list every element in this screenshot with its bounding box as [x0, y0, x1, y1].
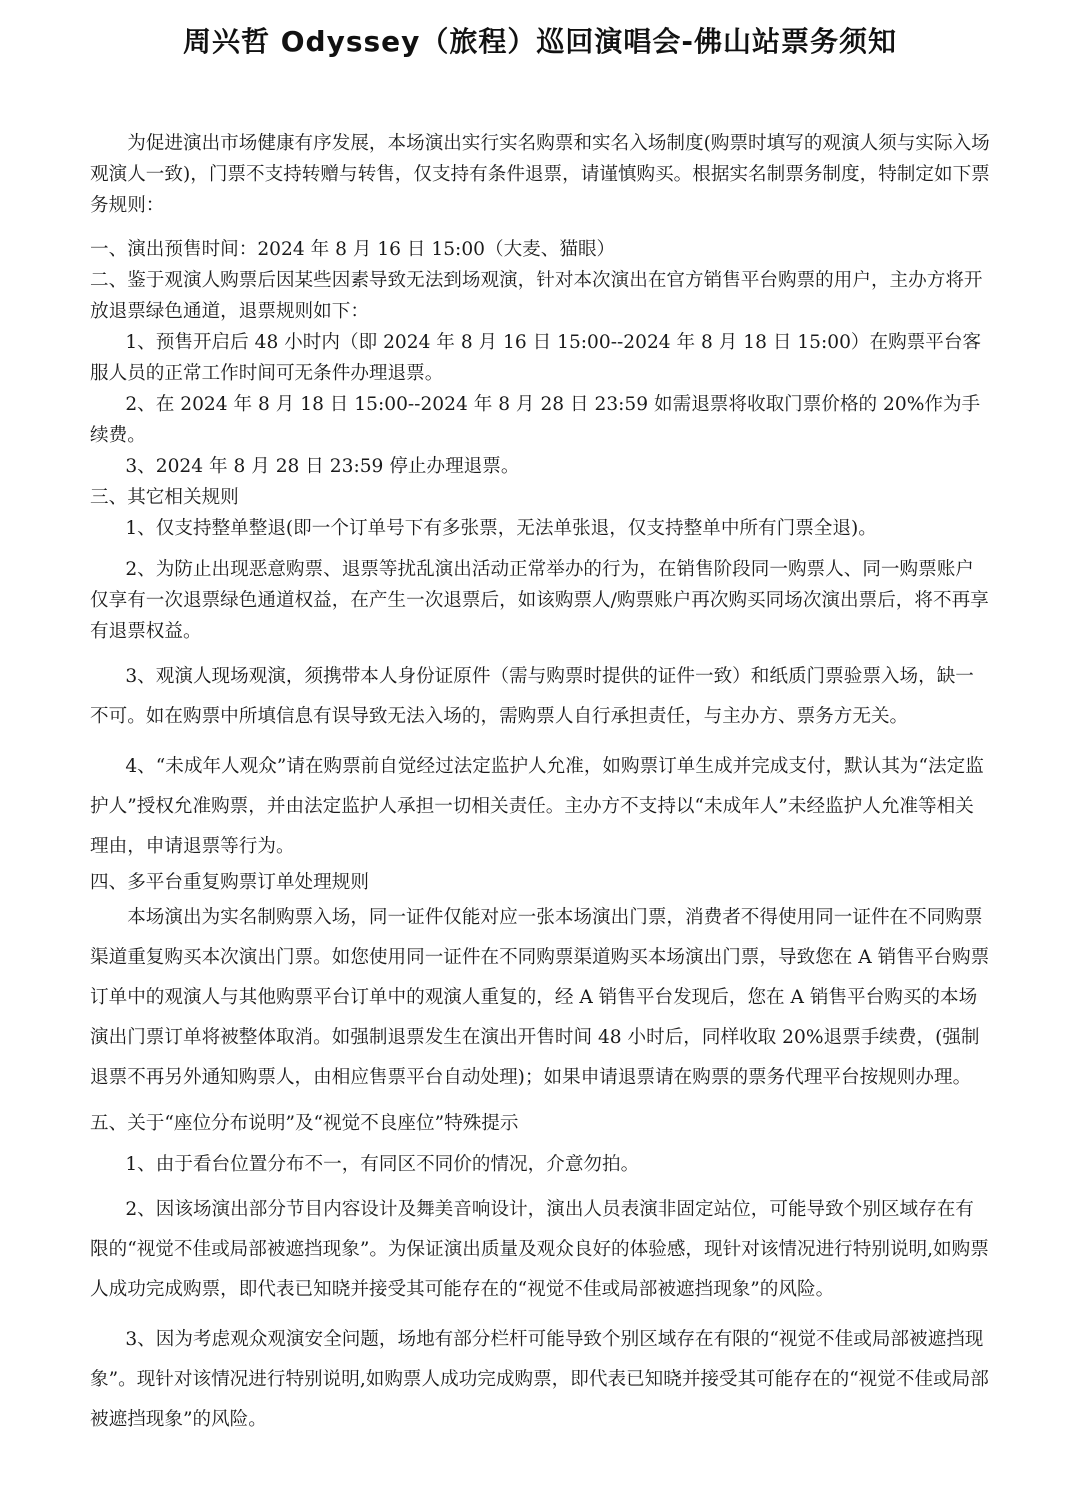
section-5-rule-3: 3、因为考虑观众观演安全问题，场地有部分栏杆可能导致个别区域存在有限的“视觉不佳或局部被遮挡现象”。现针对该情况进行特别说明,如购票人成功完成购票，即代表已知晓并接受其可能存在的“视觉不佳或局部被遮挡现象”的风险。 — [90, 1329, 989, 1430]
section-5-heading: 五、关于“座位分布说明”及“视觉不良座位”特殊提示 — [90, 1113, 519, 1134]
document-body — [90, 128, 990, 1440]
section-3-heading: 三、其它相关规则 — [90, 487, 239, 508]
section-4-heading: 四、多平台重复购票订单处理规则 — [90, 872, 369, 893]
section-3-rule-3: 3、观演人现场观演，须携带本人身份证原件（需与购票时提供的证件一致）和纸质门票验票入场，缺一不可。如在购票中所填信息有误导致无法入场的，需购票人自行承担责任，与主办方、票务方无关。 — [90, 666, 974, 727]
section-4-paragraph: 本场演出为实名制购票入场，同一证件仅能对应一张本场演出门票，消费者不得使用同一证件在不同购票渠道重复购买本次演出门票。如您使用同一证件在不同购票渠道购买本场演出门票，导致您在 A 销售平台购票订单中的观演人与其他购票平台订单中的观演人重复的，经 A 销售平台发现后，您在 A 销售平台购买的本场演出门票订单将被整体取消。如强制退票发生在演出开售时间 48 小时后，同样收取 20%退票手续费，(强制退票不再另外通知购票人，由相应售票平台自动处理)；如果申请退票请在购票的票务代理平台按规则办理。 — [90, 907, 990, 1088]
section-2-rule-1: 1、预售开启后 48 小时内（即 2024 年 8 月 16 日 15:00--2024 年 8 月 18 日 15:00）在购票平台客服人员的正常工作时间可无条件办理退票。 — [90, 332, 982, 384]
section-5-rule-2: 2、因该场演出部分节目内容设计及舞美音响设计，演出人员表演非固定站位，可能导致个别区域存在有限的“视觉不佳或局部被遮挡现象”。为保证演出质量及观众良好的体验感，现针对该情况进行特别说明,如购票人成功完成购票，即代表已知晓并接受其可能存在的“视觉不佳或局部被遮挡现象”的风险。 — [90, 1199, 989, 1300]
section-3-rule-1: 1、仅支持整单整退(即一个订单号下有多张票，无法单张退，仅支持整单中所有门票全退)。 — [125, 518, 877, 539]
section-3-rule-4: 4、“未成年人观众”请在购票前自觉经过法定监护人允准，如购票订单生成并完成支付，默认其为“法定监护人”授权允准购票，并由法定监护人承担一切相关责任。主办方不支持以“未成年人”未经监护人允准等相关理由，申请退票等行为。 — [90, 756, 984, 857]
section-5-rule-1: 1、由于看台位置分布不一，有同区不同价的情况，介意勿拍。 — [125, 1154, 640, 1175]
intro-paragraph: 为促进演出市场健康有序发展，本场演出实行实名购票和实名入场制度(购票时填写的观演人须与实际入场观演人一致)，门票不支持转赠与转售，仅支持有条件退票，请谨慎购买。根据实名制票务制度，特制定如下票务规则： — [90, 133, 990, 216]
section-3-rule-2: 2、为防止出现恶意购票、退票等扰乱演出活动正常举办的行为，在销售阶段同一购票人、同一购票账户仅享有一次退票绿色通道权益，在产生一次退票后，如该购票人/购票账户再次购买同场次演出票后，将不再享有退票权益。 — [90, 559, 989, 642]
section-2-rule-2: 2、在 2024 年 8 月 18 日 15:00--2024 年 8 月 28 日 23:59 如需退票将收取门票价格的 20%作为手续费。 — [90, 394, 981, 446]
section-2-rule-3: 3、2024 年 8 月 28 日 23:59 停止办理退票。 — [125, 456, 520, 477]
section-1-presale-time: 一、演出预售时间：2024 年 8 月 16 日 15:00（大麦、猫眼） — [90, 239, 616, 260]
section-2-heading: 二、鉴于观演人购票后因某些因素导致无法到场观演，针对本次演出在官方销售平台购票的用户，主办方将开放退票绿色通道，退票规则如下： — [90, 270, 983, 322]
document-title: 周兴哲 Odyssey（旅程）巡回演唱会-佛山站票务须知 — [182, 25, 898, 58]
